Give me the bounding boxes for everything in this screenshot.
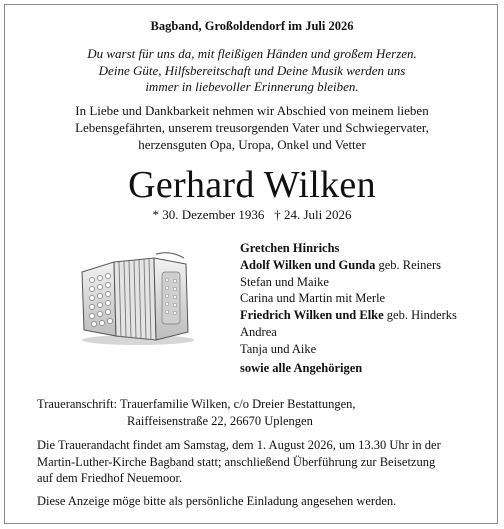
mourner-line: Adolf Wilken und Gunda geb. Reiners xyxy=(240,257,441,272)
ceremony-line: Martin-Luther-Kirche Bagband statt; anschließend Überführung zur Beisetzung xyxy=(37,454,436,469)
invitation-note: Diese Anzeige möge bitte als persönliche Einladung angesehen werden. xyxy=(37,494,397,508)
intro-text xyxy=(0,102,504,153)
mourners-list xyxy=(240,240,457,376)
birth-date: * 30. Dezember 1936 xyxy=(152,207,265,222)
poem xyxy=(0,46,504,96)
poem-line: Du warst für uns da, mit fleißigen Händen und großem Herzen. xyxy=(87,46,417,61)
intro-line: Lebensgefährten, unserem treusorgenden Vater und Schwiegervater, xyxy=(75,120,429,135)
mourner-line: Gretchen Hinrichs xyxy=(240,241,340,255)
deceased-name: Gerhard Wilken xyxy=(128,164,376,206)
life-dates xyxy=(0,207,504,223)
mourner-line: Tanja und Aike xyxy=(240,341,317,356)
poem-line: immer in liebevoller Erinnerung bleiben. xyxy=(145,79,359,94)
death-date: † 24. Juli 2026 xyxy=(274,207,352,222)
ceremony-line: Die Trauerandacht findet am Samstag, dem 1. August 2026, um 13.30 Uhr in der xyxy=(37,438,441,452)
accordion-icon xyxy=(72,250,198,348)
mourner-line: Stefan und Maike xyxy=(240,274,329,289)
address-line: Traueranschrift: Trauerfamilie Wilken, c/o Dreier Bestattungen, xyxy=(37,397,356,411)
mourner-line: Andrea xyxy=(240,324,277,339)
mourner-line: Carina und Martin mit Merle xyxy=(240,291,386,306)
mourning-address xyxy=(37,396,356,430)
mourner-line: Friedrich Wilken und Elke geb. Hinderks xyxy=(240,308,457,323)
mourner-line: sowie alle Angehörigen xyxy=(240,360,363,375)
ceremony-info xyxy=(37,437,441,487)
place-date: Bagband, Großoldendorf im Juli 2026 xyxy=(150,19,354,33)
address-line: Raiffeisenstraße 22, 26670 Uplengen xyxy=(127,413,313,428)
intro-line: herzensguten Opa, Uropa, Onkel und Vetter xyxy=(138,137,366,152)
intro-line: In Liebe und Dankbarkeit nehmen wir Abschied von meinem lieben xyxy=(75,103,429,118)
poem-line: Deine Güte, Hilfsbereitschaft und Deine Musik werden uns xyxy=(98,62,406,78)
ceremony-line: auf dem Friedhof Neuemoor. xyxy=(37,471,183,485)
